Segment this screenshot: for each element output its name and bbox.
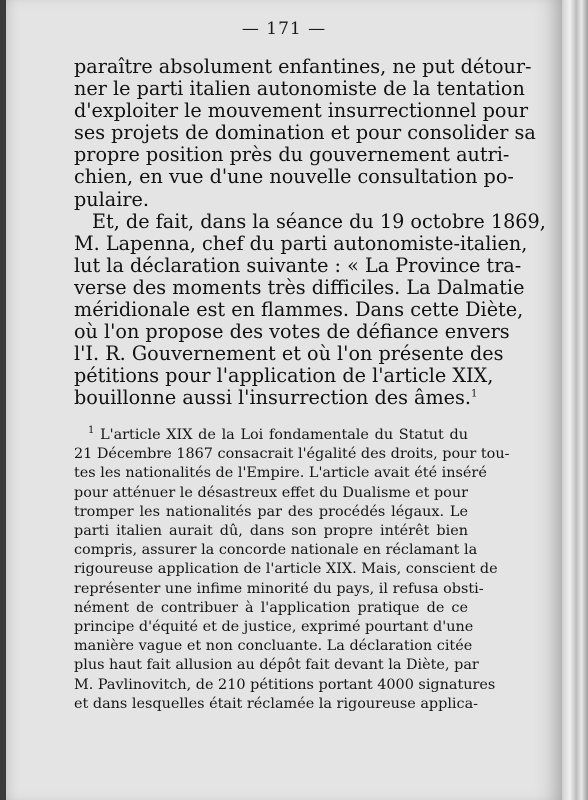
text-line: paraître absolument enfantines, ne put détour-	[74, 55, 532, 78]
footnote	[74, 425, 510, 714]
footnote-line: manière vague et non concluante. La déclaration citée	[74, 638, 473, 655]
footnote-line: tromper les nationalités par des procédés légaux. Le	[74, 503, 468, 520]
footnote-line: M. Pavlinovitch, de 210 pétitions portant 4000 signatures	[74, 676, 496, 693]
text-line: chien, en vue d'une nouvelle consultation po-	[74, 165, 514, 189]
footnote-line: et dans lesquelles était réclamée la rigoureuse applica-	[74, 695, 479, 712]
text-line: Et, de fait, dans la séance du 19 octobre 1869,	[92, 209, 546, 233]
main-text	[74, 55, 546, 410]
text-line: où l'on propose des votes de défiance envers	[74, 320, 510, 344]
footnote-marker: 1	[88, 425, 95, 437]
footnote-line: parti italien aurait dû, dans son propre intérêt bien	[74, 523, 468, 540]
text-line: l'I. R. Gouvernement et où l'on présente des	[74, 342, 504, 366]
text-line: M. Lapenna, chef du parti autonomiste-italien,	[74, 231, 528, 255]
text-line: ner le parti italien autonomiste de la tentation	[74, 77, 525, 101]
footnote-line: représenter une infime minorité du pays, il refusa obsti-	[74, 580, 484, 597]
book-page	[6, 0, 562, 800]
text-line-final-words: bouillonne aussi l'insurrection des âmes.	[74, 386, 471, 410]
footnote-line-first	[74, 426, 468, 445]
footnote-line: pour atténuer le désastreux effet du Dualisme et pour	[74, 484, 468, 501]
text-line: d'exploiter le mouvement insurrectionnel pour	[74, 99, 528, 123]
footnote-line: compris, assurer la concorde nationale en réclamant la	[74, 542, 478, 559]
footnote-line: plus haut fait allusion au dépôt fait devant la Diète, par	[74, 657, 479, 674]
footnote-line-words: L'article XIX de la Loi fondamentale du Statut du	[100, 427, 469, 443]
text-line: pétitions pour l'application de l'article XIX,	[74, 364, 494, 388]
text-line: lut la déclaration suivante : « La Province tra-	[74, 253, 522, 277]
text-line: ses projets de domination et pour consolider sa	[74, 121, 536, 145]
footnote-line: principe d'équité et de justice, exprimé pourtant d'une	[74, 619, 474, 636]
text-line: pulaire.	[74, 187, 149, 211]
page-number: — 171 —	[241, 19, 327, 39]
text-line: méridionale est en flammes. Dans cette Diète,	[74, 298, 524, 322]
footnote-line: nément de contribuer à l'application pratique de ce	[74, 599, 468, 616]
footnote-ref: 1	[470, 389, 478, 401]
text-line: verse des moments très difficiles. La Dalmatie	[74, 275, 525, 299]
footnote-line: rigoureuse application de l'article XIX. Mais, conscient de	[74, 561, 498, 578]
footnote-line: 21 Décembre 1867 consacrait l'égalité des droits, pour tou-	[74, 446, 510, 463]
book-spine-edge	[562, 0, 588, 800]
text-line: propre position près du gouvernement autri-	[74, 143, 510, 167]
text-line-final	[74, 386, 478, 410]
footnote-line: tes les nationalités de l'Empire. L'article avait été inséré	[74, 465, 487, 482]
